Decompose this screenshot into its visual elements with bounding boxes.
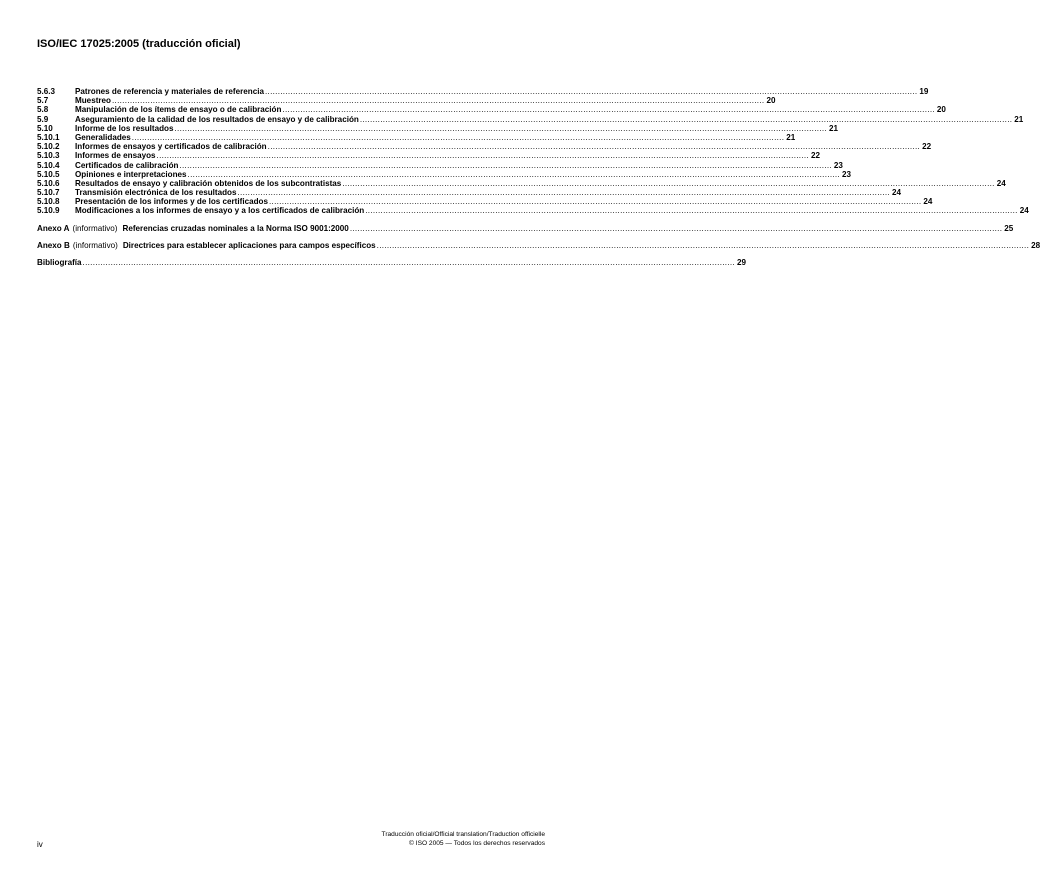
toc-entry-page: 24 bbox=[891, 188, 901, 198]
toc-leader-dots bbox=[179, 161, 831, 170]
toc-entry-title: Informes de ensayos y certificados de calibración bbox=[75, 142, 267, 152]
toc-leader-dots bbox=[265, 87, 917, 96]
bibliography-page: 29 bbox=[736, 258, 746, 267]
toc-entry[interactable] bbox=[37, 132, 796, 142]
toc-leader-dots bbox=[175, 124, 827, 133]
toc-entry[interactable] bbox=[37, 96, 776, 106]
toc-entry-title: Generalidades bbox=[75, 132, 131, 142]
toc-entry-number: 5.9 bbox=[37, 114, 49, 124]
toc-entry[interactable] bbox=[37, 87, 929, 96]
toc-entry[interactable] bbox=[37, 142, 932, 152]
toc-entry-title: Presentación de los informes y de los certificados bbox=[75, 197, 268, 207]
toc-entry-title: Manipulación de los ítems de ensayo o de calibración bbox=[75, 105, 282, 115]
toc-leader-dots bbox=[282, 105, 934, 114]
toc-entry[interactable] bbox=[37, 197, 933, 207]
toc-leader-dots bbox=[377, 241, 1029, 250]
toc-entry-page: 19 bbox=[919, 87, 929, 96]
annex-page: 28 bbox=[1031, 240, 1040, 250]
toc-annex-b[interactable] bbox=[37, 240, 1040, 250]
toc-entry-number: 5.10.9 bbox=[37, 206, 60, 216]
toc-entry-page: 21 bbox=[786, 132, 796, 142]
toc-entry[interactable] bbox=[37, 178, 1006, 188]
toc-leader-dots bbox=[365, 206, 1017, 215]
toc-entry-page: 22 bbox=[922, 142, 932, 152]
toc-leader-dots bbox=[360, 115, 1012, 124]
annex-info: (informativo) bbox=[72, 240, 118, 250]
toc-entry-number: 5.6.3 bbox=[37, 87, 56, 96]
toc-entry-number: 5.7 bbox=[37, 96, 49, 106]
toc-leader-dots bbox=[237, 188, 889, 197]
toc-entry[interactable] bbox=[37, 188, 901, 198]
toc-entry-page: 20 bbox=[766, 96, 776, 106]
toc-entry[interactable] bbox=[37, 206, 1029, 216]
toc-leader-dots bbox=[342, 179, 994, 188]
toc-entry-title: Opiniones e interpretaciones bbox=[75, 169, 187, 179]
bibliography-title: Bibliografía bbox=[37, 258, 82, 267]
toc-entry-title: Transmisión electrónica de los resultados bbox=[75, 188, 237, 198]
toc-entry-number: 5.10.8 bbox=[37, 197, 60, 207]
toc-entry-page: 20 bbox=[936, 105, 946, 115]
toc-entry-number: 5.10.4 bbox=[37, 160, 60, 170]
toc-entry-page: 24 bbox=[996, 178, 1006, 188]
toc-entry-title: Aseguramiento de la calidad de los resultados de ensayo y de calibración bbox=[75, 114, 359, 124]
toc-entry[interactable] bbox=[37, 151, 820, 161]
toc-leader-dots bbox=[269, 197, 921, 206]
toc-entry[interactable] bbox=[37, 123, 838, 133]
toc-entry-number: 5.10.1 bbox=[37, 132, 60, 142]
toc-entry-page: 24 bbox=[923, 197, 933, 207]
annex-page: 25 bbox=[1004, 223, 1014, 233]
toc-entry-title: Certificados de calibración bbox=[75, 160, 179, 170]
toc-entry[interactable] bbox=[37, 169, 852, 179]
annex-label: Anexo B bbox=[37, 240, 70, 250]
toc-entry-title: Patrones de referencia y materiales de referencia bbox=[75, 87, 264, 96]
toc-entry-number: 5.10.6 bbox=[37, 178, 60, 188]
footer-copyright: © ISO 2005 — Todos los derechos reservados bbox=[409, 840, 545, 847]
toc-leader-dots bbox=[268, 142, 920, 151]
toc-entry-number: 5.8 bbox=[37, 105, 49, 115]
toc-entry-number: 5.10.2 bbox=[37, 142, 60, 152]
footer-page-number: iv bbox=[37, 840, 43, 849]
footer-notice bbox=[382, 830, 545, 848]
toc-entry-number: 5.10.3 bbox=[37, 151, 60, 161]
document-header-title: ISO/IEC 17025:2005 (traducción oficial) bbox=[37, 38, 241, 50]
toc-entry-title: Informe de los resultados bbox=[75, 123, 174, 133]
toc-entry[interactable] bbox=[37, 160, 843, 170]
toc-entry-page: 21 bbox=[1014, 114, 1024, 124]
toc-leader-dots bbox=[132, 133, 784, 142]
toc-entry-title: Muestreo bbox=[75, 96, 111, 106]
toc-entry-page: 23 bbox=[842, 169, 852, 179]
annex-title: Referencias cruzadas nominales a la Norma ISO 9001:2000 bbox=[122, 223, 349, 233]
toc-entry-title: Modificaciones a los informes de ensayo y a los certificados de calibración bbox=[75, 206, 365, 216]
annex-title: Directrices para establecer aplicaciones para campos específicos bbox=[122, 240, 376, 250]
toc-entry-title: Informes de ensayos bbox=[75, 151, 156, 161]
toc-leader-dots bbox=[157, 151, 809, 160]
table-of-contents bbox=[37, 87, 1040, 267]
toc-annex-a[interactable] bbox=[37, 223, 1014, 233]
toc-entry[interactable] bbox=[37, 105, 946, 115]
toc-entry[interactable] bbox=[37, 114, 1024, 124]
toc-entry-number: 5.10.5 bbox=[37, 169, 60, 179]
toc-entry-page: 23 bbox=[833, 160, 843, 170]
annex-info: (informativo) bbox=[72, 223, 118, 233]
annex-label: Anexo A bbox=[37, 223, 70, 233]
toc-leader-dots bbox=[83, 258, 735, 267]
toc-entry-number: 5.10 bbox=[37, 123, 53, 133]
toc-leader-dots bbox=[350, 224, 1002, 233]
toc-entry-page: 24 bbox=[1019, 206, 1029, 216]
toc-entry-page: 22 bbox=[810, 151, 820, 161]
toc-entry-number: 5.10.7 bbox=[37, 188, 60, 198]
toc-bibliography[interactable] bbox=[37, 258, 746, 267]
toc-leader-dots bbox=[112, 96, 764, 105]
footer-translation-note: Traducción oficial/Official translation/Traduction officielle bbox=[381, 831, 545, 838]
toc-leader-dots bbox=[188, 170, 840, 179]
toc-entry-page: 21 bbox=[828, 123, 838, 133]
toc-entry-title: Resultados de ensayo y calibración obtenidos de los subcontratistas bbox=[75, 178, 342, 188]
